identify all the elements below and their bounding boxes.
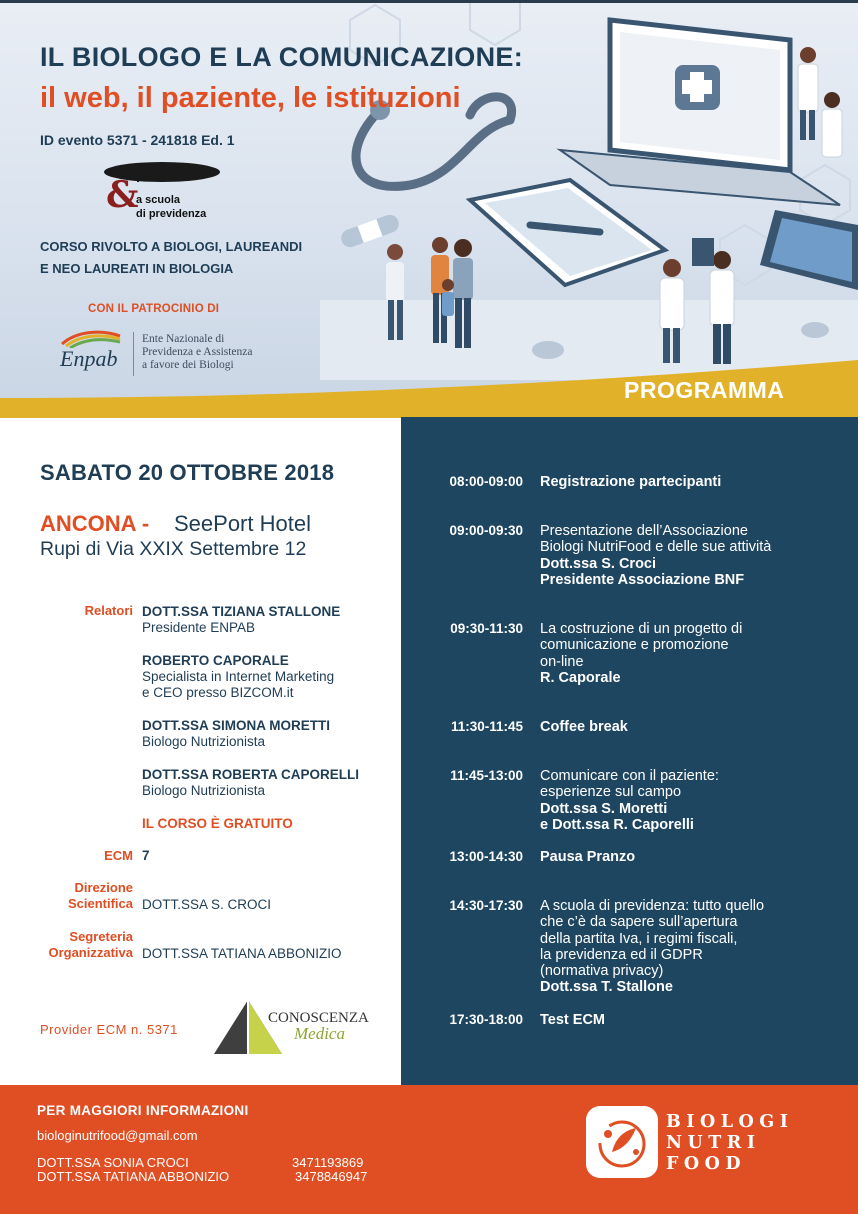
program-time: 08:00-09:00 — [449, 474, 523, 489]
clipboard-icon — [470, 180, 665, 285]
bnf-logo-text: FOOD — [666, 1154, 747, 1174]
provider-ecm: Provider ECM n. 5371 — [40, 1022, 178, 1037]
scuola-logo-text: di previdenza — [136, 208, 207, 220]
ecm-value: 7 — [142, 848, 150, 863]
page-subtitle: il web, il paziente, le istituzioni — [40, 82, 461, 114]
speaker — [142, 604, 340, 636]
patronage-label: CON IL PATROCINIO DI — [88, 303, 220, 315]
event-id: ID evento 5371 - 241818 Ed. 1 — [40, 132, 235, 148]
enpab-desc-line: Previdenza e Assistenza — [142, 346, 253, 358]
event-venue: SeePort Hotel — [174, 511, 311, 536]
program-desc — [540, 898, 840, 996]
speaker-name: DOTT.SSA SIMONA MORETTI — [142, 718, 330, 733]
pill-icon — [532, 341, 564, 359]
course-audience — [40, 236, 350, 280]
contact-name: DOTT.SSA SONIA CROCI — [37, 1155, 189, 1170]
section-title: PROGRAMMA — [624, 377, 785, 403]
direzione-label-line: Scientifica — [67, 896, 133, 911]
scuola-logo-ampersand: & — [106, 174, 139, 216]
program-line: Dott.ssa S. Moretti — [540, 800, 668, 817]
contact-email-link[interactable]: biologinutrifood@gmail.com — [37, 1128, 198, 1143]
program-desc — [540, 768, 840, 833]
bnf-logo-text: BIOLOGI — [666, 1112, 794, 1132]
speaker-name: DOTT.SSA ROBERTA CAPORELLI — [142, 767, 360, 782]
tablet-icon — [760, 210, 858, 290]
event-address: Rupi di Via XXIX Settembre 12 — [40, 538, 307, 560]
program-time: 13:00-14:30 — [449, 849, 523, 864]
pill-icon — [801, 322, 829, 338]
free-course-note: IL CORSO È GRATUITO — [142, 816, 293, 831]
page-title: IL BIOLOGO E LA COMUNICAZIONE: — [40, 42, 523, 72]
info-title: PER MAGGIORI INFORMAZIONI — [37, 1103, 249, 1118]
program-line: la previdenza ed il GDPR — [540, 946, 703, 963]
speaker — [142, 718, 330, 750]
program-line: Dott.ssa T. Stallone — [540, 979, 673, 996]
segreteria-label-line: Organizzativa — [48, 945, 133, 960]
direzione-label — [68, 880, 133, 912]
enpab-swoosh-icon — [58, 328, 122, 348]
program-line: (normativa privacy) — [540, 963, 664, 980]
cm-logo-text: Medica — [294, 1024, 345, 1043]
program-line: Dott.ssa S. Croci — [540, 555, 657, 572]
bnf-logo-text: NUTRI — [666, 1133, 761, 1153]
speaker-role: Biologo Nutrizionista — [142, 734, 266, 749]
direzione-value: DOTT.SSA S. CROCI — [142, 897, 272, 912]
leaf-icon — [586, 1106, 658, 1178]
program-line: on-line — [540, 653, 584, 670]
program-line: Comunicare con il paziente: — [540, 768, 719, 784]
segreteria-label — [48, 929, 133, 961]
bnf-logo-badge — [586, 1106, 658, 1178]
conoscenza-medica-logo — [212, 996, 382, 1056]
program-time: 11:30-11:45 — [450, 719, 523, 734]
cm-logo-text: CONOSCENZA — [268, 1010, 369, 1026]
program-line: Pausa Pranzo — [540, 849, 636, 865]
scuola-logo-text: a scuola — [136, 194, 181, 206]
course-audience-line: E NEO LAUREATI IN BIOLOGIA — [40, 261, 234, 276]
speaker — [142, 767, 359, 799]
enpab-desc-line: a favore dei Biologi — [142, 359, 234, 371]
segreteria-label-line: Segreteria — [69, 929, 133, 944]
program-time: 09:00-09:30 — [449, 523, 523, 538]
program-desc — [540, 621, 840, 686]
program-line: Presentazione dell’Associazione — [540, 523, 748, 539]
program-time: 14:30-17:30 — [449, 898, 523, 913]
program-line: Coffee break — [540, 719, 628, 735]
program-line: Biologi NutriFood e delle sue attività — [540, 539, 772, 556]
speaker-role: Presidente ENPAB — [142, 620, 256, 635]
speaker-role: Specialista in Internet Marketing — [142, 669, 335, 684]
program-desc — [540, 719, 840, 735]
event-city: ANCONA - — [40, 511, 150, 536]
enpab-wordmark: Enpab — [60, 346, 118, 371]
speaker-name: ROBERTO CAPORALE — [142, 653, 289, 668]
program-line: Test ECM — [540, 1012, 605, 1028]
program-line: della partita Iva, i regimi fiscali, — [540, 930, 738, 947]
program-desc — [540, 1012, 840, 1028]
speaker-role: Biologo Nutrizionista — [142, 783, 266, 798]
program-desc — [540, 474, 840, 490]
program-line: Presidente Associazione BNF — [540, 571, 745, 588]
direzione-label-line: Direzione — [74, 880, 133, 895]
biologi-nutrifood-logo — [586, 1106, 826, 1180]
program-line: La costruzione di un progetto di — [540, 621, 743, 637]
relatori-label: Relatori — [84, 603, 133, 618]
contact-phone[interactable]: 3478846947 — [295, 1169, 368, 1184]
program-line: Registrazione partecipanti — [540, 474, 722, 490]
program-time: 09:30-11:30 — [450, 621, 523, 636]
speaker — [142, 653, 334, 701]
program-time: 11:45-13:00 — [450, 768, 523, 783]
contact-phone[interactable]: 3471193869 — [292, 1155, 364, 1170]
program-desc — [540, 849, 840, 865]
program-line: che c’è da sapere sull’apertura — [540, 914, 738, 931]
contact-name: DOTT.SSA TATIANA ABBONIZIO — [37, 1169, 230, 1184]
event-date: SABATO 20 OTTOBRE 2018 — [40, 460, 335, 485]
top-border — [0, 0, 858, 3]
program-desc — [540, 523, 840, 588]
scuola-di-previdenza-logo — [100, 160, 230, 224]
program-line: A scuola di previdenza: tutto quello — [540, 898, 765, 914]
course-audience-line: CORSO RIVOLTO A BIOLOGI, LAUREANDI — [40, 239, 303, 254]
speaker-name: DOTT.SSA TIZIANA STALLONE — [142, 604, 341, 619]
program-line: esperienze sul campo — [540, 784, 682, 801]
enpab-desc-line: Ente Nazionale di — [142, 333, 225, 345]
program-line: R. Caporale — [540, 669, 621, 686]
ecm-label: ECM — [104, 848, 133, 863]
laptop-icon — [560, 20, 840, 205]
segreteria-value: DOTT.SSA TATIANA ABBONIZIO — [142, 946, 342, 961]
program-line: e Dott.ssa R. Caporelli — [540, 816, 694, 833]
header-banner — [0, 0, 858, 418]
program-time: 17:30-18:00 — [449, 1012, 523, 1027]
program-line: comunicazione e promozione — [540, 637, 729, 654]
speaker-role: e CEO presso BIZCOM.it — [142, 685, 294, 700]
